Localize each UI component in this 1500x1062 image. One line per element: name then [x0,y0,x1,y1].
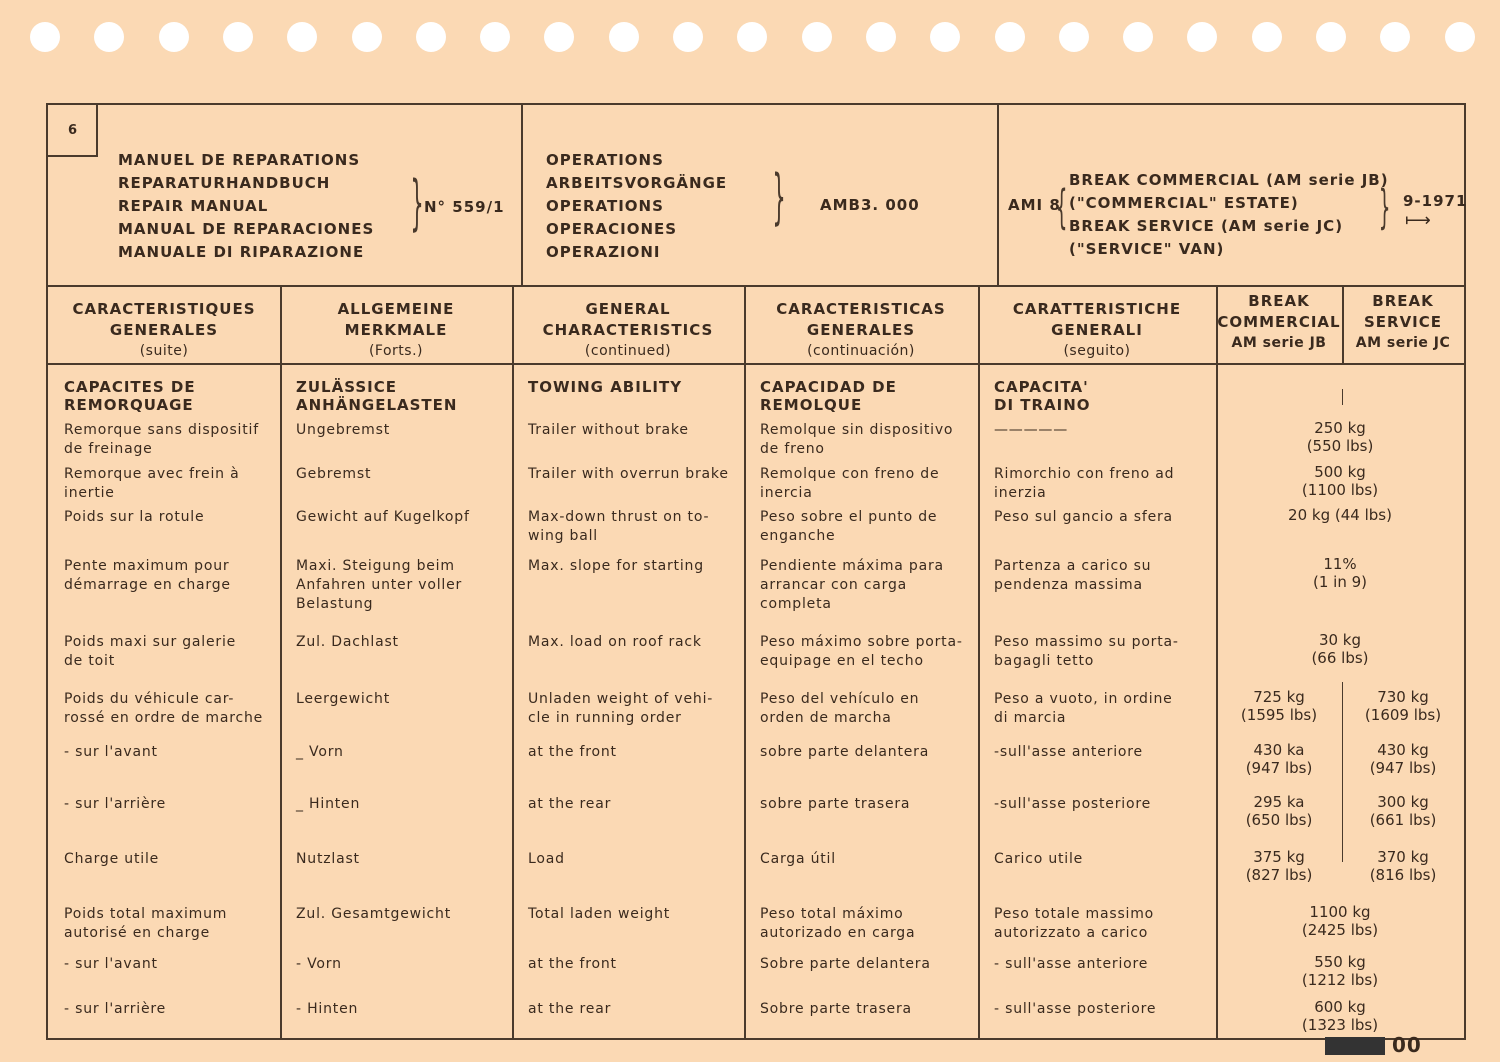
binder-hole [416,22,446,52]
binder-hole [287,22,317,52]
value-cell: 30 kg (66 lbs) [1311,631,1369,667]
table-cell: Maxi. Steigung beim Anfahren unter voller Belastung [296,558,463,612]
page-number: 6 [48,105,98,157]
table-cell: Gewicht auf Kugelkopf [296,509,470,525]
binder-hole [673,22,703,52]
manual-titles: MANUEL DE REPARATIONS REPARATURHANDBUCH REPAIR MANUAL MANUAL DE REPARACIONES MANUALE DI RIPARAZIONE [118,151,375,261]
binder-hole [1187,22,1217,52]
table-cell: Peso sobre el punto de enganche [760,509,938,544]
table-cell: sobre parte delantera [760,744,930,760]
table-cell: Sobre parte delantera [760,956,931,972]
table-cell: _ Hinten [296,796,361,812]
table-cell: - sull'asse anteriore [994,956,1149,972]
value-cell: 725 kg (1595 lbs) [1240,688,1318,724]
table-cell: Poids du véhicule car- rossé en ordre de marche [64,691,264,726]
table-cell: Leergewicht [296,691,390,707]
value-cell: 1100 kg (2425 lbs) [1301,903,1379,939]
binder-hole [609,22,639,52]
section-heading: CAPACITES DE REMORQUAGE [64,378,196,414]
table-cell: Peso totale massimo autorizzato a carico [994,906,1155,941]
table-cell: ————— [994,422,1068,438]
table-cell: _ Vorn [296,744,344,760]
value-cell: 370 kg (816 lbs) [1369,848,1437,884]
binder-hole [30,22,60,52]
section-heading: ZULÄSSICE ANHÄNGELASTEN [296,378,458,414]
footer-bar [1325,1037,1385,1055]
table-cell: at the front [528,744,617,760]
value-cell: 550 kg (1212 lbs) [1301,953,1379,989]
table-cell: Pente maximum pour démarrage en charge [64,558,231,593]
value-cell: 500 kg (1100 lbs) [1301,463,1379,499]
table-cell: Total laden weight [528,906,671,922]
table-cell: Load [528,851,565,867]
table-cell: Ungebremst [296,422,390,438]
model-name: AMI 8 [1008,196,1061,214]
binder-hole [1380,22,1410,52]
table-cell: - sur l'arrière [64,796,167,812]
table-cell: - sull'asse posteriore [994,1001,1157,1017]
table-cell: - sur l'arrière [64,1001,167,1017]
table-cell: at the rear [528,1001,612,1017]
binder-hole [737,22,767,52]
table-cell: Zul. Dachlast [296,634,399,650]
table-cell: Trailer without brake [528,422,689,438]
table-cell: Unladen weight of vehi- cle in running order [528,691,714,726]
table-cell: Peso del vehículo en orden de marcha [760,691,920,726]
operation-code: AMB3. 000 [820,196,920,214]
value-cell: 730 kg (1609 lbs) [1364,688,1442,724]
table-cell: Remolque con freno de inercia [760,466,940,501]
table-cell: Sobre parte trasera [760,1001,912,1017]
table-cell: Charge utile [64,851,160,867]
table-cell: Remorque avec frein à inertie [64,466,240,501]
table-cell: at the rear [528,796,612,812]
value-cell: 20 kg (44 lbs) [1288,506,1392,524]
binder-hole [94,22,124,52]
table-cell: Pendiente máxima para arrancar con carga completa [760,558,944,612]
table-cell: Peso massimo su porta- bagagli tetto [994,634,1179,669]
value-cell: 430 kg (947 lbs) [1369,741,1437,777]
column-header: CARACTERISTICAS GENERALES (continuación) [776,300,946,359]
section-heading: CAPACITA' DI TRAINO [994,378,1091,414]
table-cell: - sur l'avant [64,744,158,760]
header-block [48,105,1468,287]
binder-hole [1123,22,1153,52]
table-cell: sobre parte trasera [760,796,911,812]
issue-date: 9-1971 [1403,192,1468,210]
table-cell: -sull'asse anteriore [994,744,1143,760]
table-cell: -sull'asse posteriore [994,796,1151,812]
table-cell: Carga útil [760,851,836,867]
binder-hole [866,22,896,52]
operation-titles: OPERATIONS ARBEITSVORGÄNGE OPERATIONS OPERACIONES OPERAZIONI [546,151,728,261]
brace-right: } [772,162,786,232]
brace-left: { [1055,180,1068,234]
table-cell: Max. load on roof rack [528,634,702,650]
binder-hole [802,22,832,52]
binder-hole [223,22,253,52]
table-cell: Partenza a carico su pendenza massima [994,558,1152,593]
table-cell: - Vorn [296,956,342,972]
column-header: CARACTERISTIQUES GENERALES (suite) [72,300,256,359]
footer-code: 00 [1392,1033,1422,1057]
value-cell: 300 kg (661 lbs) [1369,793,1437,829]
column-header: BREAK SERVICE AM serie JC [1355,292,1451,351]
table-cell: at the front [528,956,617,972]
table-cell: Max. slope for starting [528,558,704,574]
table-cell: Peso máximo sobre porta- equipage en el techo [760,634,963,669]
binder-hole [995,22,1025,52]
value-cell: 250 kg (550 lbs) [1306,419,1374,455]
table-cell: Poids total maximum autorisé en charge [64,906,228,941]
binder-hole [480,22,510,52]
table-cell: Rimorchio con freno ad inerzia [994,466,1175,501]
binder-hole [930,22,960,52]
table-cell: Remorque sans dispositif de freinage [64,422,259,457]
binder-holes [0,22,1500,58]
table-cell: Zul. Gesamtgewicht [296,906,452,922]
column-header: BREAK COMMERCIAL AM serie JB [1217,292,1341,351]
binder-hole [544,22,574,52]
column-header: GENERAL CHARACTERISTICS (continued) [542,300,714,359]
value-cell: 295 ka (650 lbs) [1245,793,1313,829]
table-cell: Gebremst [296,466,372,482]
table-cell: Peso total máximo autorizado en carga [760,906,916,941]
table-cell: Carico utile [994,851,1084,867]
table-cell: - sur l'avant [64,956,158,972]
brace-right: } [410,168,424,238]
column-header: CARATTERISTICHE GENERALI (seguito) [1012,300,1182,359]
brace-right: } [1378,180,1391,234]
section-heading: TOWING ABILITY [528,378,683,396]
table-cell: Max-down thrust on to- wing ball [528,509,710,544]
column-header: ALLGEMEINE MERKMALE (Forts.) [337,300,455,359]
binder-hole [352,22,382,52]
table-cell: Peso sul gancio a sfera [994,509,1173,525]
value-cell: 11% (1 in 9) [1312,555,1367,591]
value-cell: 600 kg (1323 lbs) [1301,998,1379,1034]
table-cell: Remolque sin dispositivo de freno [760,422,954,457]
value-cell: 375 kg (827 lbs) [1245,848,1313,884]
table-cell: Poids maxi sur galerie de toit [64,634,237,669]
arrow-right-icon: ⟼ [1405,210,1432,231]
section-heading: CAPACIDAD DE REMOLQUE [760,378,897,414]
binder-hole [1445,22,1475,52]
value-cell: 430 ka (947 lbs) [1245,741,1313,777]
document-frame [46,103,1466,1040]
table-cell: Nutzlast [296,851,360,867]
binder-hole [1252,22,1282,52]
table-cell: Poids sur la rotule [64,509,205,525]
table-cell: Trailer with overrun brake [528,466,729,482]
manual-number: N° 559/1 [424,198,505,216]
binder-hole [159,22,189,52]
table-cell: - Hinten [296,1001,359,1017]
binder-hole [1316,22,1346,52]
table-cell: Peso a vuoto, in ordine di marcia [994,691,1173,726]
model-variants: BREAK COMMERCIAL (AM serie JB) ("COMMERCIAL" ESTATE) BREAK SERVICE (AM serie JC) ("SERVICE" VAN) [1069,171,1389,258]
binder-hole [1059,22,1089,52]
